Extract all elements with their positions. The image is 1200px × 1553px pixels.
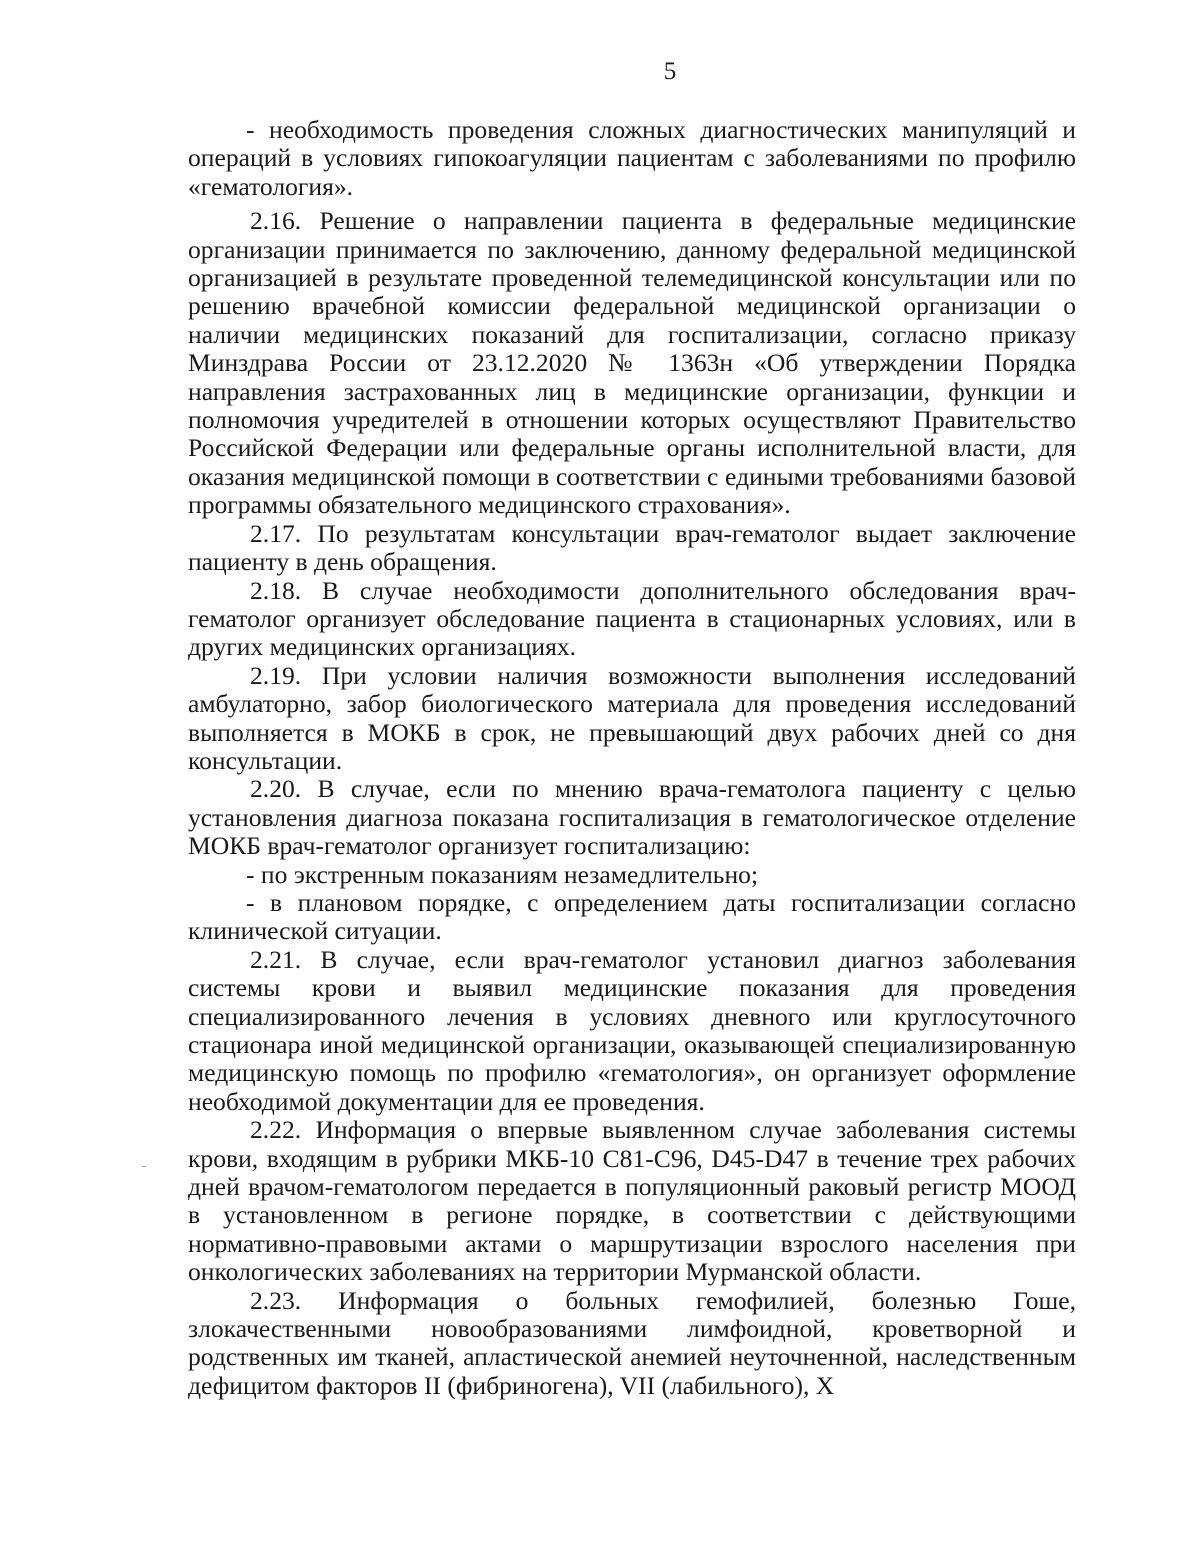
document-body [188,116,1076,1400]
page-number: 5 [663,58,677,85]
margin-mark [142,1166,146,1167]
paragraph-2-20-item-planned: - в плановом порядке, с определением даты госпитализации согласно клинической ситуации. [188,887,1076,946]
paragraph-2-23: 2.23. Информация о больных гемофилией, болезнью Гоше, злокачественными новообразованиями лимфоидной, кроветворной и родственных им тканей, апластической анемией неуточненной, наследственным дефицитом факторов II (фибриногена), VII (лабильного), X [188,1285,1076,1400]
paragraph-2-16: 2.16. Решение о направлении пациента в федеральные медицинские организации принимается по заключению, данному федеральной медицинской организацией в результате проведенной телемедицинской консультации или по решению врачебной комиссии федеральной медицинской организации о наличии медицинских показаний для госпитализации, согласно приказу Минздрава России от 23.12.2020 № 1363н «Об утверждении Порядка направления застрахованных лиц в медицинские организации, функции и полномочия учредителей в отношении которых осуществляют Правительство Российской Федерации или федеральные органы исполнительной власти, для оказания медицинской помощи в соответствии с едиными требованиями базовой программы обязательного медицинского страхования». [188,206,1076,520]
paragraph-intro-dash: - необходимость проведения сложных диагностических манипуляций и операций в условиях гипокоагуляции пациентам с заболеваниями по профилю «гематология». [188,115,1076,201]
paragraph-2-20: 2.20. В случае, если по мнению врача-гематолога пациенту с целью установления диагноза показана госпитализация в гематологическое отделение МОКБ врач-гематолог организует госпитализацию: [188,774,1076,861]
paragraph-2-20-item-urgent: - по экстренным показаниям незамедлительно; [246,859,759,889]
paragraph-2-22: 2.22. Информация о впервые выявленном случае заболевания системы крови, входящим в рубрики МКБ-10 С81-С96, D45-D47 в течение трех рабочих дней врачом-гематологом передается в популяционный раковый регистр МООД в установленном в регионе порядке, в соответствии с действующими нормативно-правовыми актами о маршрутизации взрослого населения при онкологических заболеваниях на территории Мурманской области. [188,1115,1076,1287]
paragraph-2-19: 2.19. При условии наличия возможности выполнения исследований амбулаторно, забор биологического материала для проведения исследований выполняется в МОКБ в срок, не превышающий двух рабочих дней со дня консультации. [188,660,1076,775]
paragraph-2-21: 2.21. В случае, если врач-гематолог установил диагноз заболевания системы крови и выявил медицинские показания для проведения специализированного лечения в условиях дневного или круглосуточного стационара иной медицинской организации, оказывающей специализированную медицинскую помощь по профилю «гематология», он организует оформление необходимой документации для ее проведения. [188,944,1076,1116]
paragraph-2-18: 2.18. В случае необходимости дополнительного обследования врач-гематолог организует обследование пациента в стационарных условиях, или в других медицинских организациях. [188,575,1076,662]
paragraph-2-17: 2.17. По результатам консультации врач-гематолог выдает заключение пациенту в день обращения. [188,518,1076,577]
